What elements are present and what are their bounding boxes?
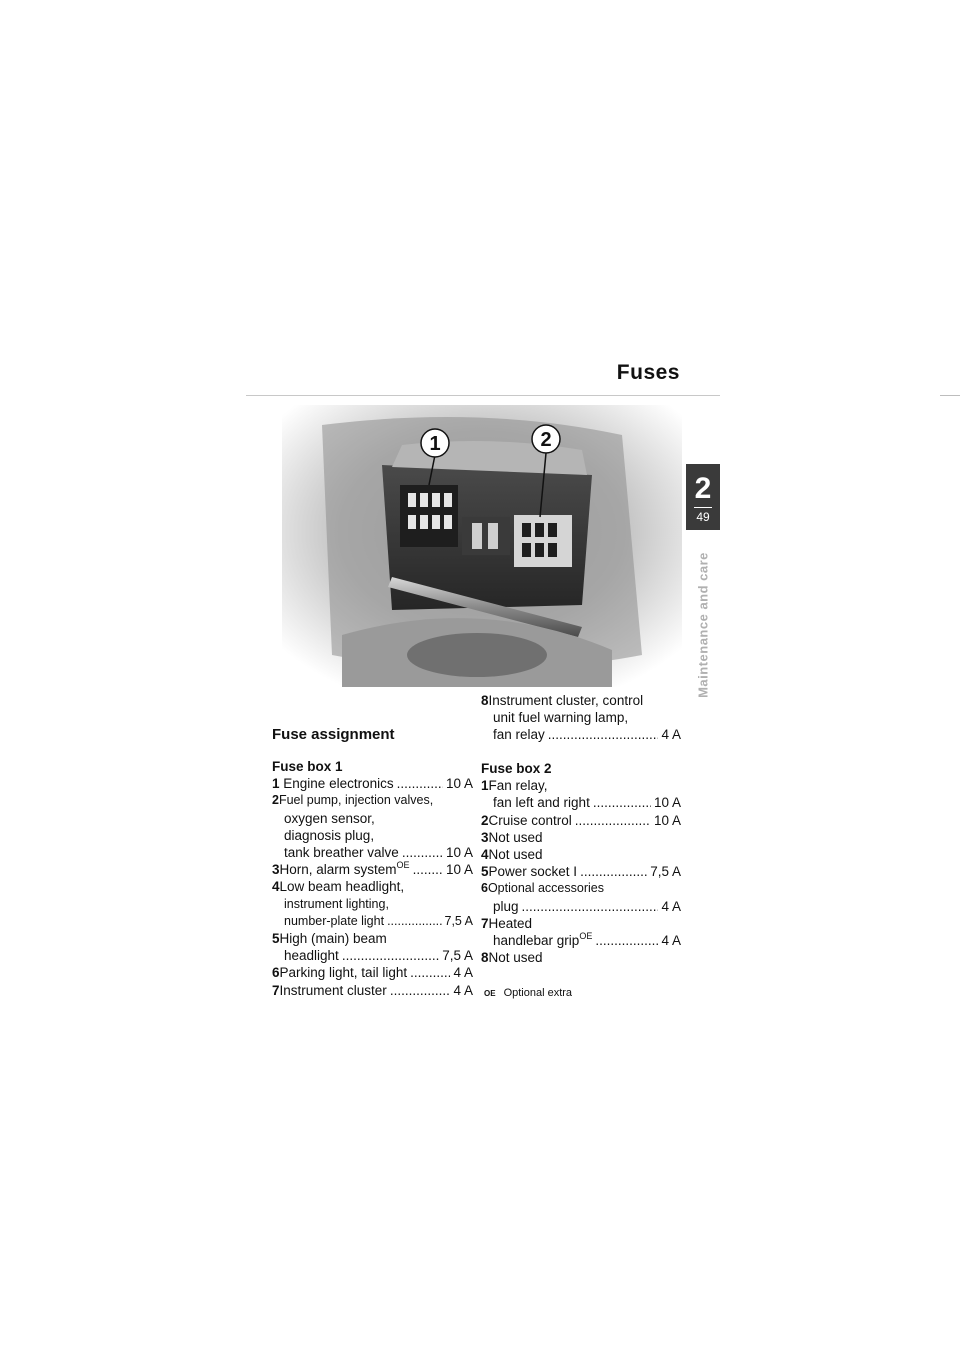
leader-dots: [575, 812, 651, 829]
chapter-side-label: Maintenance and care: [695, 552, 711, 698]
fuse-number: 4: [481, 847, 489, 863]
fuse-rating: 10 A: [445, 776, 473, 792]
section-heading: Fuse assignment: [272, 726, 395, 743]
fuse-description: headlight: [284, 948, 339, 964]
fuse-number: 6: [272, 965, 280, 981]
fuse-rating: 4 A: [453, 965, 473, 981]
fuse-1-4: [272, 878, 473, 930]
fuse-box-2-title: Fuse box 2: [481, 761, 552, 776]
fuse-1-8: [481, 692, 681, 744]
fuse-2-6: [481, 880, 681, 914]
fuse-description: Engine electronics: [283, 776, 394, 792]
page-number: 49: [696, 510, 710, 524]
fuse-2-3: [481, 829, 681, 846]
fuse-description: number-plate light: [284, 913, 385, 928]
leader-dots: [595, 932, 658, 949]
fuse-box-2-column: [481, 760, 681, 966]
fuse-description: Fuel pump, injection valves,: [278, 793, 434, 808]
fuse-box-1-title: Fuse box 1: [272, 759, 343, 774]
fuse-description: Not used: [488, 950, 543, 966]
fuse-1-3: [272, 861, 473, 878]
fuse-number: 2: [481, 812, 489, 828]
fuse-description: Instrument cluster, control: [488, 693, 644, 708]
fuse-rating: 7,5 A: [442, 948, 473, 964]
fuse-number: 6: [481, 881, 488, 896]
fuse-description: Horn, alarm system: [279, 862, 397, 878]
leader-dots: [593, 794, 651, 811]
fuse-2-7: [481, 915, 681, 949]
leader-dots: [402, 844, 443, 861]
fuse-1-6: [272, 964, 473, 981]
leader-dots: [413, 861, 443, 878]
fuse-description: Optional accessories: [487, 881, 604, 896]
title-rule-edge: [940, 395, 960, 396]
leader-dots: [387, 913, 441, 930]
callout-2: [532, 425, 560, 453]
fuse-rating: 4 A: [661, 898, 681, 914]
fuse-description: diagnosis plug,: [284, 827, 375, 843]
fuse-box-illustration: [282, 405, 682, 687]
fuse-1-1: [272, 775, 473, 792]
fuse-description: Power socket I: [488, 864, 578, 880]
fuse-2-4: [481, 846, 681, 863]
fuse-description: fan relay: [493, 727, 545, 743]
fuse-rating: 10 A: [445, 862, 473, 878]
fuse-2-2: [481, 812, 681, 829]
fuse-rating: 4 A: [661, 933, 681, 949]
fuse-1-2: [272, 792, 473, 861]
fuse-number: 5: [481, 864, 489, 880]
fuse-number: 3: [481, 829, 489, 845]
callout-1: [421, 429, 449, 457]
fuse-rating: 4 A: [453, 982, 473, 998]
fuse-box-1-column: [272, 758, 473, 999]
fuse-description: tank breather valve: [284, 845, 399, 861]
fuse-description: Cruise control: [488, 812, 572, 828]
fuse-number: 2: [272, 793, 279, 808]
fuse-number: 1: [272, 776, 280, 792]
optional-extra-mark: OE: [396, 861, 410, 871]
fuse-description: plug: [493, 898, 519, 914]
fuse-description: instrument lighting,: [284, 896, 389, 911]
leader-dots: [548, 726, 659, 743]
fuse-description: Heated: [488, 915, 533, 931]
fuse-description: Fan relay,: [488, 778, 548, 794]
fuse-number: 3: [272, 862, 280, 878]
fuse-description: Not used: [488, 847, 543, 863]
fuse-rating: 4 A: [661, 727, 681, 743]
optional-extra-icon: OE: [484, 989, 496, 998]
fuse-description: Parking light, tail light: [279, 965, 408, 981]
footnote: [484, 987, 572, 999]
fuse-description: handlebar grip: [493, 933, 580, 949]
fuse-number: 8: [481, 950, 489, 966]
fuse-rating: 10 A: [653, 812, 681, 828]
fuse-rating: 7,5 A: [650, 864, 681, 880]
fuse-description: oxygen sensor,: [284, 810, 375, 826]
fuse-number: 7: [481, 915, 489, 931]
fuse-box-photo: [282, 405, 682, 687]
title-rule: [246, 395, 720, 396]
fuse-box-1-continued: [481, 692, 681, 744]
fuse-description: High (main) beam: [279, 931, 387, 947]
fuse-2-1: [481, 777, 681, 811]
callout-1-label: 1: [429, 433, 441, 455]
fuse-2-5: [481, 863, 681, 880]
fuse-2-8: [481, 949, 681, 966]
fuse-rating: 7,5 A: [444, 913, 473, 928]
chapter-number: 2: [694, 472, 712, 505]
fuse-1-5: [272, 930, 473, 964]
fuse-number: 7: [272, 982, 280, 998]
fuse-number: 8: [481, 693, 489, 708]
leader-dots: [390, 982, 451, 999]
footnote-text: Optional extra: [503, 987, 573, 999]
fuse-1-7: [272, 982, 473, 999]
leader-dots: [397, 775, 443, 792]
fuse-description: Low beam headlight,: [279, 879, 405, 895]
leader-dots: [410, 964, 450, 981]
fuse-rating: 10 A: [653, 795, 681, 811]
leader-dots: [522, 898, 659, 915]
fuse-rating: 10 A: [445, 845, 473, 861]
fuse-number: 4: [272, 879, 280, 895]
optional-extra-mark: OE: [579, 932, 593, 942]
callout-2-label: 2: [540, 429, 552, 451]
chapter-tab: [686, 464, 720, 530]
leader-dots: [342, 947, 439, 964]
fuse-description: fan left and right: [493, 795, 590, 811]
fuse-number: 1: [481, 778, 489, 794]
fuse-number: 5: [272, 931, 280, 947]
fuse-description: unit fuel warning lamp,: [493, 710, 629, 726]
leader-dots: [580, 863, 647, 880]
fuse-description: Not used: [488, 829, 543, 845]
page-title: Fuses: [616, 361, 680, 384]
fuse-description: Instrument cluster: [279, 982, 387, 998]
